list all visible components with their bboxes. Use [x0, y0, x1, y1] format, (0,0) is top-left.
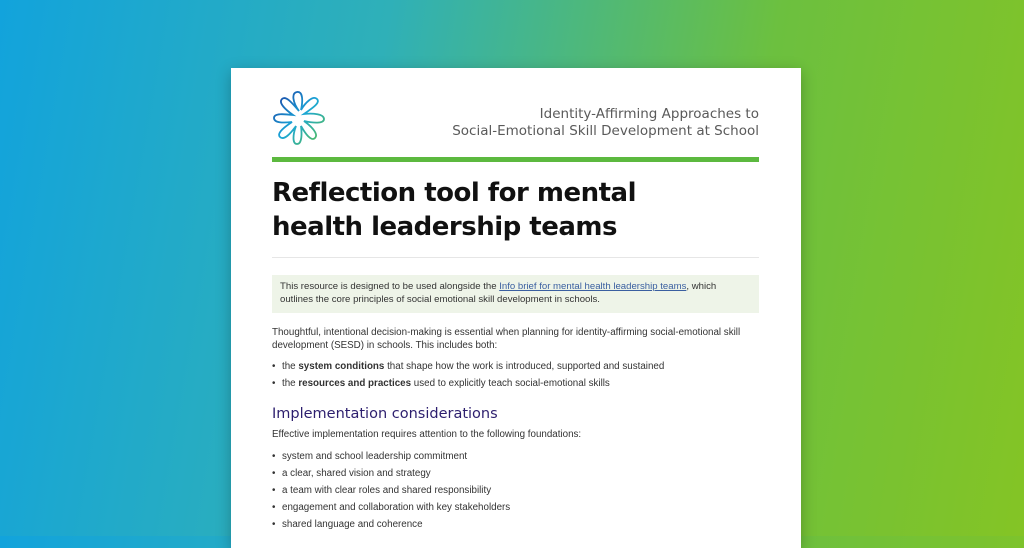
- resource-note: [272, 275, 759, 313]
- green-divider: [272, 157, 759, 162]
- foundations-list: [272, 450, 510, 535]
- list-item: • system and school leadership commitment: [272, 450, 510, 467]
- note-text: , which outlines the core principles of social emotional skill development in schools.: [280, 281, 717, 305]
- list-item: • a clear, shared vision and strategy: [272, 467, 510, 484]
- section-intro: Effective implementation requires attention to the following foundations:: [272, 429, 582, 440]
- document-page: [231, 68, 801, 548]
- list-item: • shared language and coherence: [272, 518, 510, 535]
- note-text: This resource is designed to be used alongside the: [280, 281, 500, 292]
- flower-logo-icon: [271, 89, 327, 147]
- conditions-list: [272, 360, 664, 394]
- list-item: • engagement and collaboration with key stakeholders: [272, 501, 510, 518]
- header-line-1: Identity-Affirming Approaches to: [539, 106, 759, 122]
- info-brief-link[interactable]: Info brief for mental health leadership teams: [499, 281, 687, 292]
- section-heading: Implementation considerations: [272, 406, 498, 422]
- title-line-1: Reflection tool for mental: [272, 178, 636, 208]
- title-line-2: health leadership teams: [272, 212, 617, 242]
- divider: [272, 257, 759, 258]
- intro-paragraph: Thoughtful, intentional decision-making is essential when planning for identity-affirming social-emotional skill development (SESD) in schools. This includes both:: [272, 327, 741, 351]
- list-item: • the resources and practices used to explicitly teach social-emotional skills: [272, 377, 664, 394]
- list-item: • a team with clear roles and shared responsibility: [272, 484, 510, 501]
- page-title: [272, 176, 636, 244]
- series-header: [452, 106, 759, 140]
- list-item: • the system conditions that shape how the work is introduced, supported and sustained: [272, 360, 664, 377]
- header-line-2: Social-Emotional Skill Development at School: [452, 123, 759, 139]
